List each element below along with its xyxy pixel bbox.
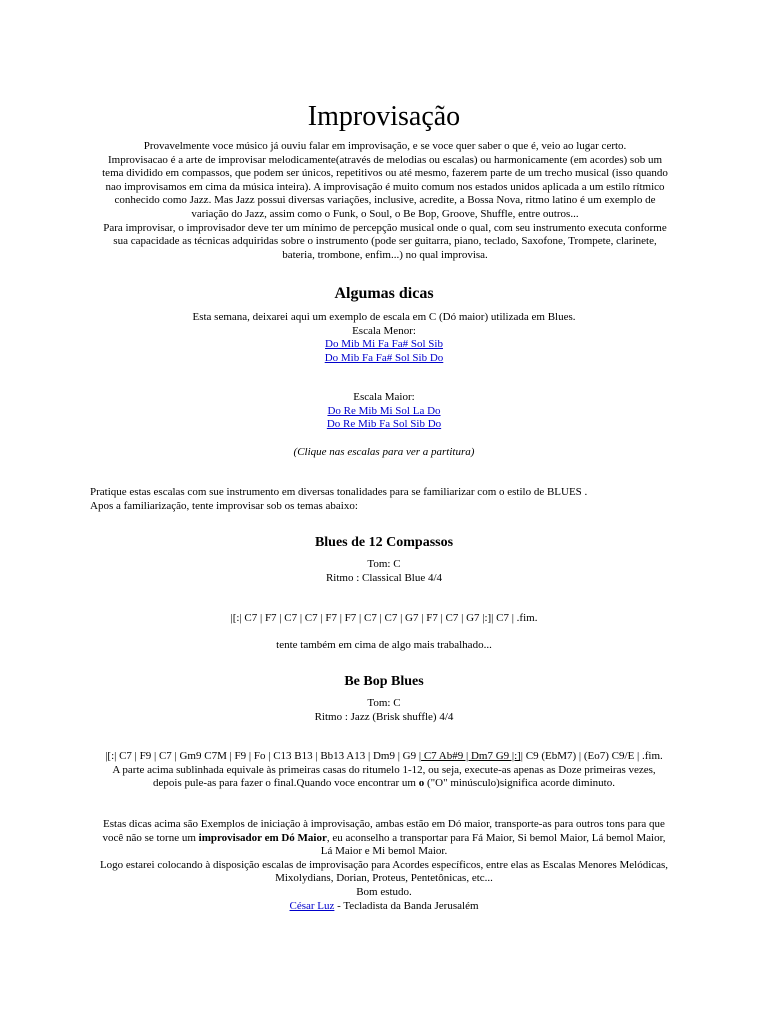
author-link[interactable]: César Luz: [289, 899, 335, 912]
intro-line: Provavelmente voce músico já ouviu falar em improvisação, e se voce quer saber o que é, veio ao lugar certo.: [143, 140, 627, 152]
escala-menor-label: Escala Menor:: [352, 324, 416, 337]
section-heading-bebop: Be Bop Blues: [344, 674, 424, 689]
blues12-info: [0, 558, 768, 585]
escala-maior-block: [0, 391, 768, 432]
blues12-trabalhado: tente também em cima de algo mais trabalhado...: [276, 639, 492, 651]
closing-line-2c: , eu aconselho a transportar para Fá Maior, Si bemol Maior, Lá bemol Maior,: [326, 831, 666, 844]
closing-line-6: Bom estudo.: [356, 885, 412, 898]
intro-line: variação do Jazz, assim como o Funk, o Soul, o Be Bop, Groove, Shuffle, entre outros...: [191, 207, 579, 220]
intro-line: bateria, trombone, enfim...) no qual improvisa.: [282, 248, 488, 261]
bebop-chords-underlined: C7 Ab#9 | Dm7 G9 |:]|: [421, 750, 524, 762]
page-title: Improvisação: [307, 101, 461, 132]
intro-line: Para improvisar, o improvisador deve ter um mínimo de percepção musical onde o qual, com seu instrumento executa conforme: [103, 221, 667, 234]
bebop-chords: [0, 750, 768, 764]
bebop-note-2b: o: [418, 777, 425, 790]
escala-menor-link-1[interactable]: Do Mib Mi Fa Fa# Sol Sib: [325, 338, 443, 351]
closing-line-5: Mixolydians, Dorian, Proteus, Pentetônicas, etc...: [275, 872, 493, 885]
intro-paragraph: [80, 140, 690, 262]
partitura-note: (Clique nas escalas para ver a partitura): [293, 446, 475, 458]
blues12-ritmo: Ritmo : Classical Blue 4/4: [325, 571, 443, 584]
escala-maior-label: Escala Maior:: [353, 391, 415, 403]
bebop-note-2a: depois pule-as para fazer o final.Quando voce encontrar um: [153, 777, 419, 790]
closing-line-1: Estas dicas acima são Exemplos de iniciação à improvisação, ambas estão em Dó maior, transporte-as para outros tons para que: [103, 818, 665, 830]
closing-line-4: Logo estarei colocando à disposição escalas de improvisação para Acordes específicos, entre elas as Escalas Menores Melódicas,: [99, 858, 669, 871]
closing-line-3: Lá Maior e Mi bemol Maior.: [320, 845, 448, 858]
dicas-block: [0, 311, 768, 365]
bebop-note-2: [0, 777, 768, 791]
bebop-tom: Tom: C: [367, 697, 401, 709]
pratique-line-1: Pratique estas escalas com sue instrumento em diversas tonalidades para se familiarizar com o estilo de BLUES .: [90, 486, 588, 498]
pratique-line-2: Apos a familiarização, tente improvisar sob os temas abaixo:: [90, 499, 358, 512]
pratique-block: [90, 486, 690, 513]
bebop-ritmo: Ritmo : Jazz (Brisk shuffle) 4/4: [314, 710, 454, 723]
bebop-chords-a: |[:| C7 | F9 | C7 | Gm9 C7M | F9 | Fo | C13 B13 | Bb13 A13 | Dm9 | G9 |: [105, 750, 422, 762]
escala-maior-link-1[interactable]: Do Re Mib Mi Sol La Do: [327, 404, 441, 417]
author-rest: - Tecladista da Banda Jerusalém: [334, 899, 479, 912]
bebop-note-1: A parte acima sublinhada equivale às primeiras casas do ritumelo 1-12, ou seja, execute-as apenas as Doze primeiras vezes,: [112, 763, 656, 776]
escala-menor-link-2[interactable]: Do Mib Fa Fa# Sol Sib Do: [324, 351, 444, 364]
dicas-lead: Esta semana, deixarei aqui um exemplo de escala em C (Dó maior) utilizada em Blues.: [192, 311, 576, 323]
intro-line: sua capacidade as técnicas adquiridas sobre o instrumento (pode ser guitarra, piano, teclado, Saxofone, Trompete, clarinete,: [113, 235, 657, 248]
intro-line: conhecido como Jazz. Mas Jazz possui diversas variações, inclusive, acredite, a Bossa Nova, ritmo latino é um exemplo de: [114, 194, 656, 207]
closing-block: [0, 818, 768, 913]
bebop-info: [0, 697, 768, 724]
closing-line-2b: improvisador em Dó Maior: [198, 831, 327, 844]
closing-line-2: [0, 832, 768, 846]
closing-line-2a: você não se torne um: [102, 831, 199, 844]
intro-line: tema dividido em compassos, que podem ser únicos, repetitivos ou até mesmo, fazerem parte de um trecho musical (isso quando: [102, 167, 668, 180]
section-heading-blues12: Blues de 12 Compassos: [314, 535, 454, 550]
escala-maior-link-2[interactable]: Do Re Mib Fa Sol Sib Do: [326, 418, 442, 431]
intro-line: nao improvisamos em cima da música inteira). A improvisação é muito comum nos estados unidos aplicada a um estilo rítmico: [105, 180, 665, 193]
blues12-tom: Tom: C: [367, 558, 401, 570]
author-line: [0, 900, 768, 914]
bebop-chords-b: C9 (EbM7) | (Eo7) C9/E | .fim.: [523, 750, 663, 762]
blues12-chords: |[:| C7 | F7 | C7 | C7 | F7 | F7 | C7 | C7 | G7 | F7 | C7 | G7 |:]| C7 | .fim.: [230, 612, 538, 624]
bebop-note-2c: ("O" minúsculo)significa acorde diminuto.: [424, 777, 615, 790]
intro-line: Improvisacao é a arte de improvisar melodicamente(através de melodias ou escalas) ou harmonicamente (em acordes) sob um: [107, 153, 663, 166]
section-heading-dicas: Algumas dicas: [334, 285, 434, 302]
bebop-chords-block: [0, 750, 768, 791]
